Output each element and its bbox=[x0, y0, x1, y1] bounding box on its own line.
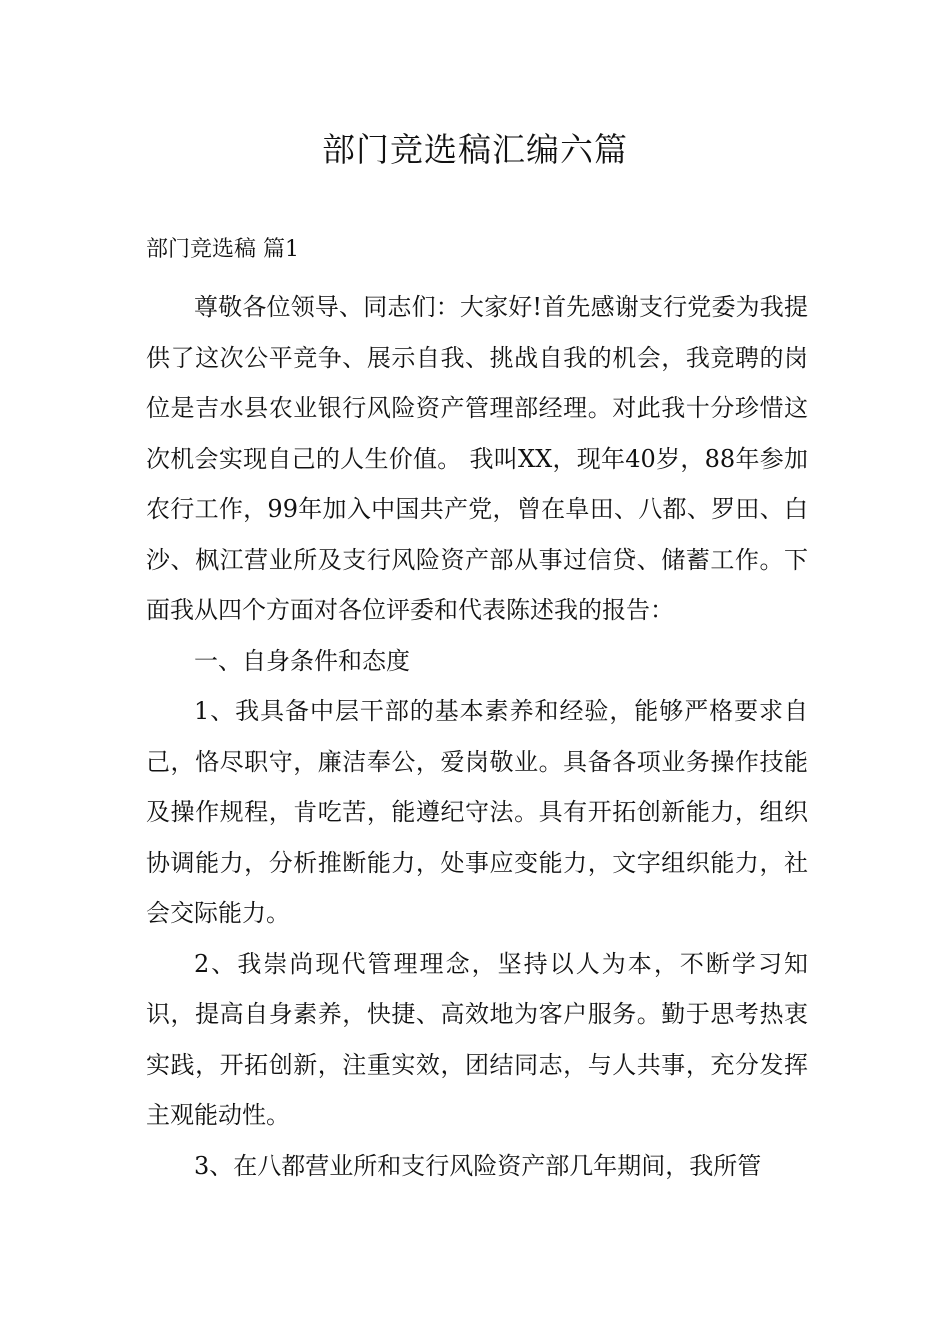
document-body bbox=[146, 282, 808, 1191]
document-title: 部门竞选稿汇编六篇 bbox=[322, 130, 628, 169]
paragraph-item-1: 1、我具备中层干部的基本素养和经验，能够严格要求自己，恪尽职守，廉洁奉公，爱岗敬业。具备各项业务操作技能及操作规程，肯吃苦，能遵纪守法。具有开拓创新能力，组织协调能力，分析推断能力，处事应变能力，文字组织能力，社会交际能力。 bbox=[146, 697, 808, 927]
paragraph-item-2: 2、我崇尚现代管理理念，坚持以人为本，不断学习知识，提高自身素养，快捷、高效地为客户服务。勤于思考热衷实践，开拓创新，注重实效，团结同志，与人共事，充分发挥主观能动性。 bbox=[146, 949, 808, 1129]
paragraph-heading-1: 一、自身条件和态度 bbox=[194, 646, 410, 675]
section-heading: 部门竞选稿 篇1 bbox=[146, 237, 299, 262]
paragraph-item-3: 3、在八都营业所和支行风险资产部几年期间，我所管 bbox=[194, 1151, 762, 1180]
paragraph-intro: 尊敬各位领导、同志们：大家好!首先感谢支行党委为我提供了这次公平竞争、展示自我、挑战自我的机会，我竞聘的岗位是吉水县农业银行风险资产管理部经理。对此我十分珍惜这次机会实现自己的人生价值。 我叫XX，现年40岁，88年参加农行工作，99年加入中国共产党，曾在阜田、八都、罗田、白沙、枫江营业所及支行风险资产部从事过信贷、储蓄工作。下面我从四个方面对各位评委和代表陈述我的报告： bbox=[146, 293, 808, 624]
